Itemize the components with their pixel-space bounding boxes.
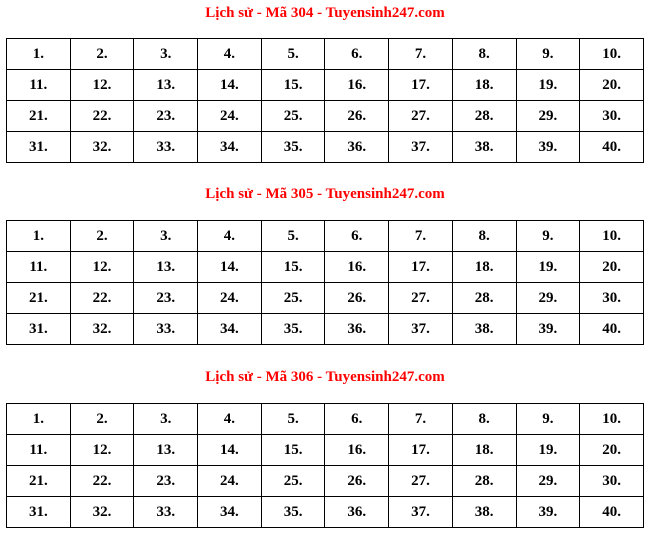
answer-cell: 21. [7,101,71,132]
answer-cell: 28. [452,101,516,132]
answer-cell: 34. [198,132,262,163]
table-row [7,435,644,466]
answer-cell: 14. [198,252,262,283]
answer-cell: 7. [389,404,453,435]
answer-cell: 2. [70,404,134,435]
answer-cell: 15. [261,435,325,466]
answer-cell: 34. [198,497,262,528]
answer-cell: 22. [70,283,134,314]
answer-cell: 38. [452,132,516,163]
answer-cell: 27. [389,283,453,314]
answer-cell: 2. [70,39,134,70]
answer-cell: 36. [325,314,389,345]
answer-table-306 [6,403,644,528]
answer-cell: 31. [7,497,71,528]
answer-cell: 13. [134,70,198,101]
answer-cell: 20. [580,70,644,101]
answer-cell: 21. [7,283,71,314]
answer-cell: 18. [452,70,516,101]
answer-cell: 14. [198,435,262,466]
answer-cell: 3. [134,39,198,70]
answer-cell: 16. [325,435,389,466]
answer-cell: 19. [516,435,580,466]
answer-cell: 33. [134,314,198,345]
table-row [7,466,644,497]
answer-cell: 35. [261,314,325,345]
answer-cell: 11. [7,252,71,283]
section-title-304: Lịch sử - Mã 304 - Tuyensinh247.com [205,5,445,21]
answer-cell: 4. [198,39,262,70]
answer-table-305 [6,220,644,345]
answer-cell: 24. [198,101,262,132]
answer-cell: 1. [7,221,71,252]
answer-cell: 11. [7,435,71,466]
answer-cell: 34. [198,314,262,345]
answer-table-304 [6,38,644,163]
answer-cell: 40. [580,314,644,345]
answer-cell: 29. [516,283,580,314]
answer-cell: 25. [261,466,325,497]
answer-cell: 7. [389,39,453,70]
answer-cell: 37. [389,314,453,345]
answer-cell: 22. [70,466,134,497]
table-row [7,132,644,163]
answer-cell: 12. [70,252,134,283]
table-row [7,39,644,70]
answer-cell: 4. [198,404,262,435]
answer-cell: 26. [325,283,389,314]
answer-cell: 9. [516,221,580,252]
answer-cell: 30. [580,283,644,314]
answer-cell: 29. [516,101,580,132]
answer-cell: 1. [7,404,71,435]
answer-cell: 17. [389,252,453,283]
answer-cell: 5. [261,404,325,435]
answer-cell: 8. [452,404,516,435]
answer-cell: 27. [389,466,453,497]
answer-cell: 33. [134,497,198,528]
answer-cell: 30. [580,466,644,497]
answer-cell: 33. [134,132,198,163]
answer-cell: 40. [580,132,644,163]
answer-cell: 14. [198,70,262,101]
answer-cell: 35. [261,497,325,528]
answer-cell: 6. [325,221,389,252]
answer-cell: 28. [452,466,516,497]
answer-cell: 6. [325,39,389,70]
table-row [7,497,644,528]
table-row [7,283,644,314]
answer-cell: 15. [261,252,325,283]
answer-cell: 28. [452,283,516,314]
answer-cell: 27. [389,101,453,132]
answer-cell: 11. [7,70,71,101]
answer-cell: 17. [389,435,453,466]
answer-cell: 3. [134,404,198,435]
answer-cell: 25. [261,283,325,314]
answer-cell: 10. [580,221,644,252]
answer-cell: 21. [7,466,71,497]
answer-cell: 31. [7,132,71,163]
answer-cell: 38. [452,497,516,528]
answer-cell: 32. [70,132,134,163]
answer-cell: 2. [70,221,134,252]
answer-cell: 12. [70,435,134,466]
answer-cell: 24. [198,466,262,497]
answer-cell: 4. [198,221,262,252]
answer-cell: 24. [198,283,262,314]
answer-cell: 38. [452,314,516,345]
answer-cell: 13. [134,435,198,466]
table-row [7,314,644,345]
answer-cell: 23. [134,101,198,132]
answer-cell: 39. [516,314,580,345]
answer-cell: 5. [261,39,325,70]
answer-cell: 9. [516,39,580,70]
answer-cell: 26. [325,466,389,497]
answer-cell: 26. [325,101,389,132]
answer-cell: 8. [452,39,516,70]
answer-cell: 20. [580,435,644,466]
answer-cell: 31. [7,314,71,345]
answer-cell: 29. [516,466,580,497]
table-row [7,70,644,101]
answer-cell: 9. [516,404,580,435]
answer-cell: 5. [261,221,325,252]
section-title-306: Lịch sử - Mã 306 - Tuyensinh247.com [205,369,445,385]
table-row [7,101,644,132]
answer-cell: 10. [580,39,644,70]
answer-cell: 37. [389,497,453,528]
table-row [7,252,644,283]
answer-cell: 19. [516,70,580,101]
answer-cell: 20. [580,252,644,283]
answer-cell: 36. [325,497,389,528]
answer-cell: 40. [580,497,644,528]
answer-cell: 3. [134,221,198,252]
section-title-305: Lịch sử - Mã 305 - Tuyensinh247.com [205,186,445,202]
answer-cell: 8. [452,221,516,252]
answer-cell: 30. [580,101,644,132]
table-row [7,404,644,435]
answer-cell: 32. [70,314,134,345]
answer-cell: 12. [70,70,134,101]
answer-cell: 15. [261,70,325,101]
answer-cell: 23. [134,283,198,314]
answer-cell: 17. [389,70,453,101]
table-row [7,221,644,252]
answer-cell: 10. [580,404,644,435]
answer-cell: 37. [389,132,453,163]
answer-cell: 35. [261,132,325,163]
answer-cell: 1. [7,39,71,70]
answer-cell: 16. [325,252,389,283]
answer-cell: 39. [516,132,580,163]
answer-cell: 22. [70,101,134,132]
answer-cell: 18. [452,435,516,466]
answer-cell: 7. [389,221,453,252]
answer-cell: 13. [134,252,198,283]
answer-cell: 36. [325,132,389,163]
answer-cell: 32. [70,497,134,528]
answer-cell: 18. [452,252,516,283]
answer-cell: 39. [516,497,580,528]
answer-cell: 6. [325,404,389,435]
answer-cell: 16. [325,70,389,101]
answer-cell: 23. [134,466,198,497]
answer-cell: 19. [516,252,580,283]
answer-cell: 25. [261,101,325,132]
